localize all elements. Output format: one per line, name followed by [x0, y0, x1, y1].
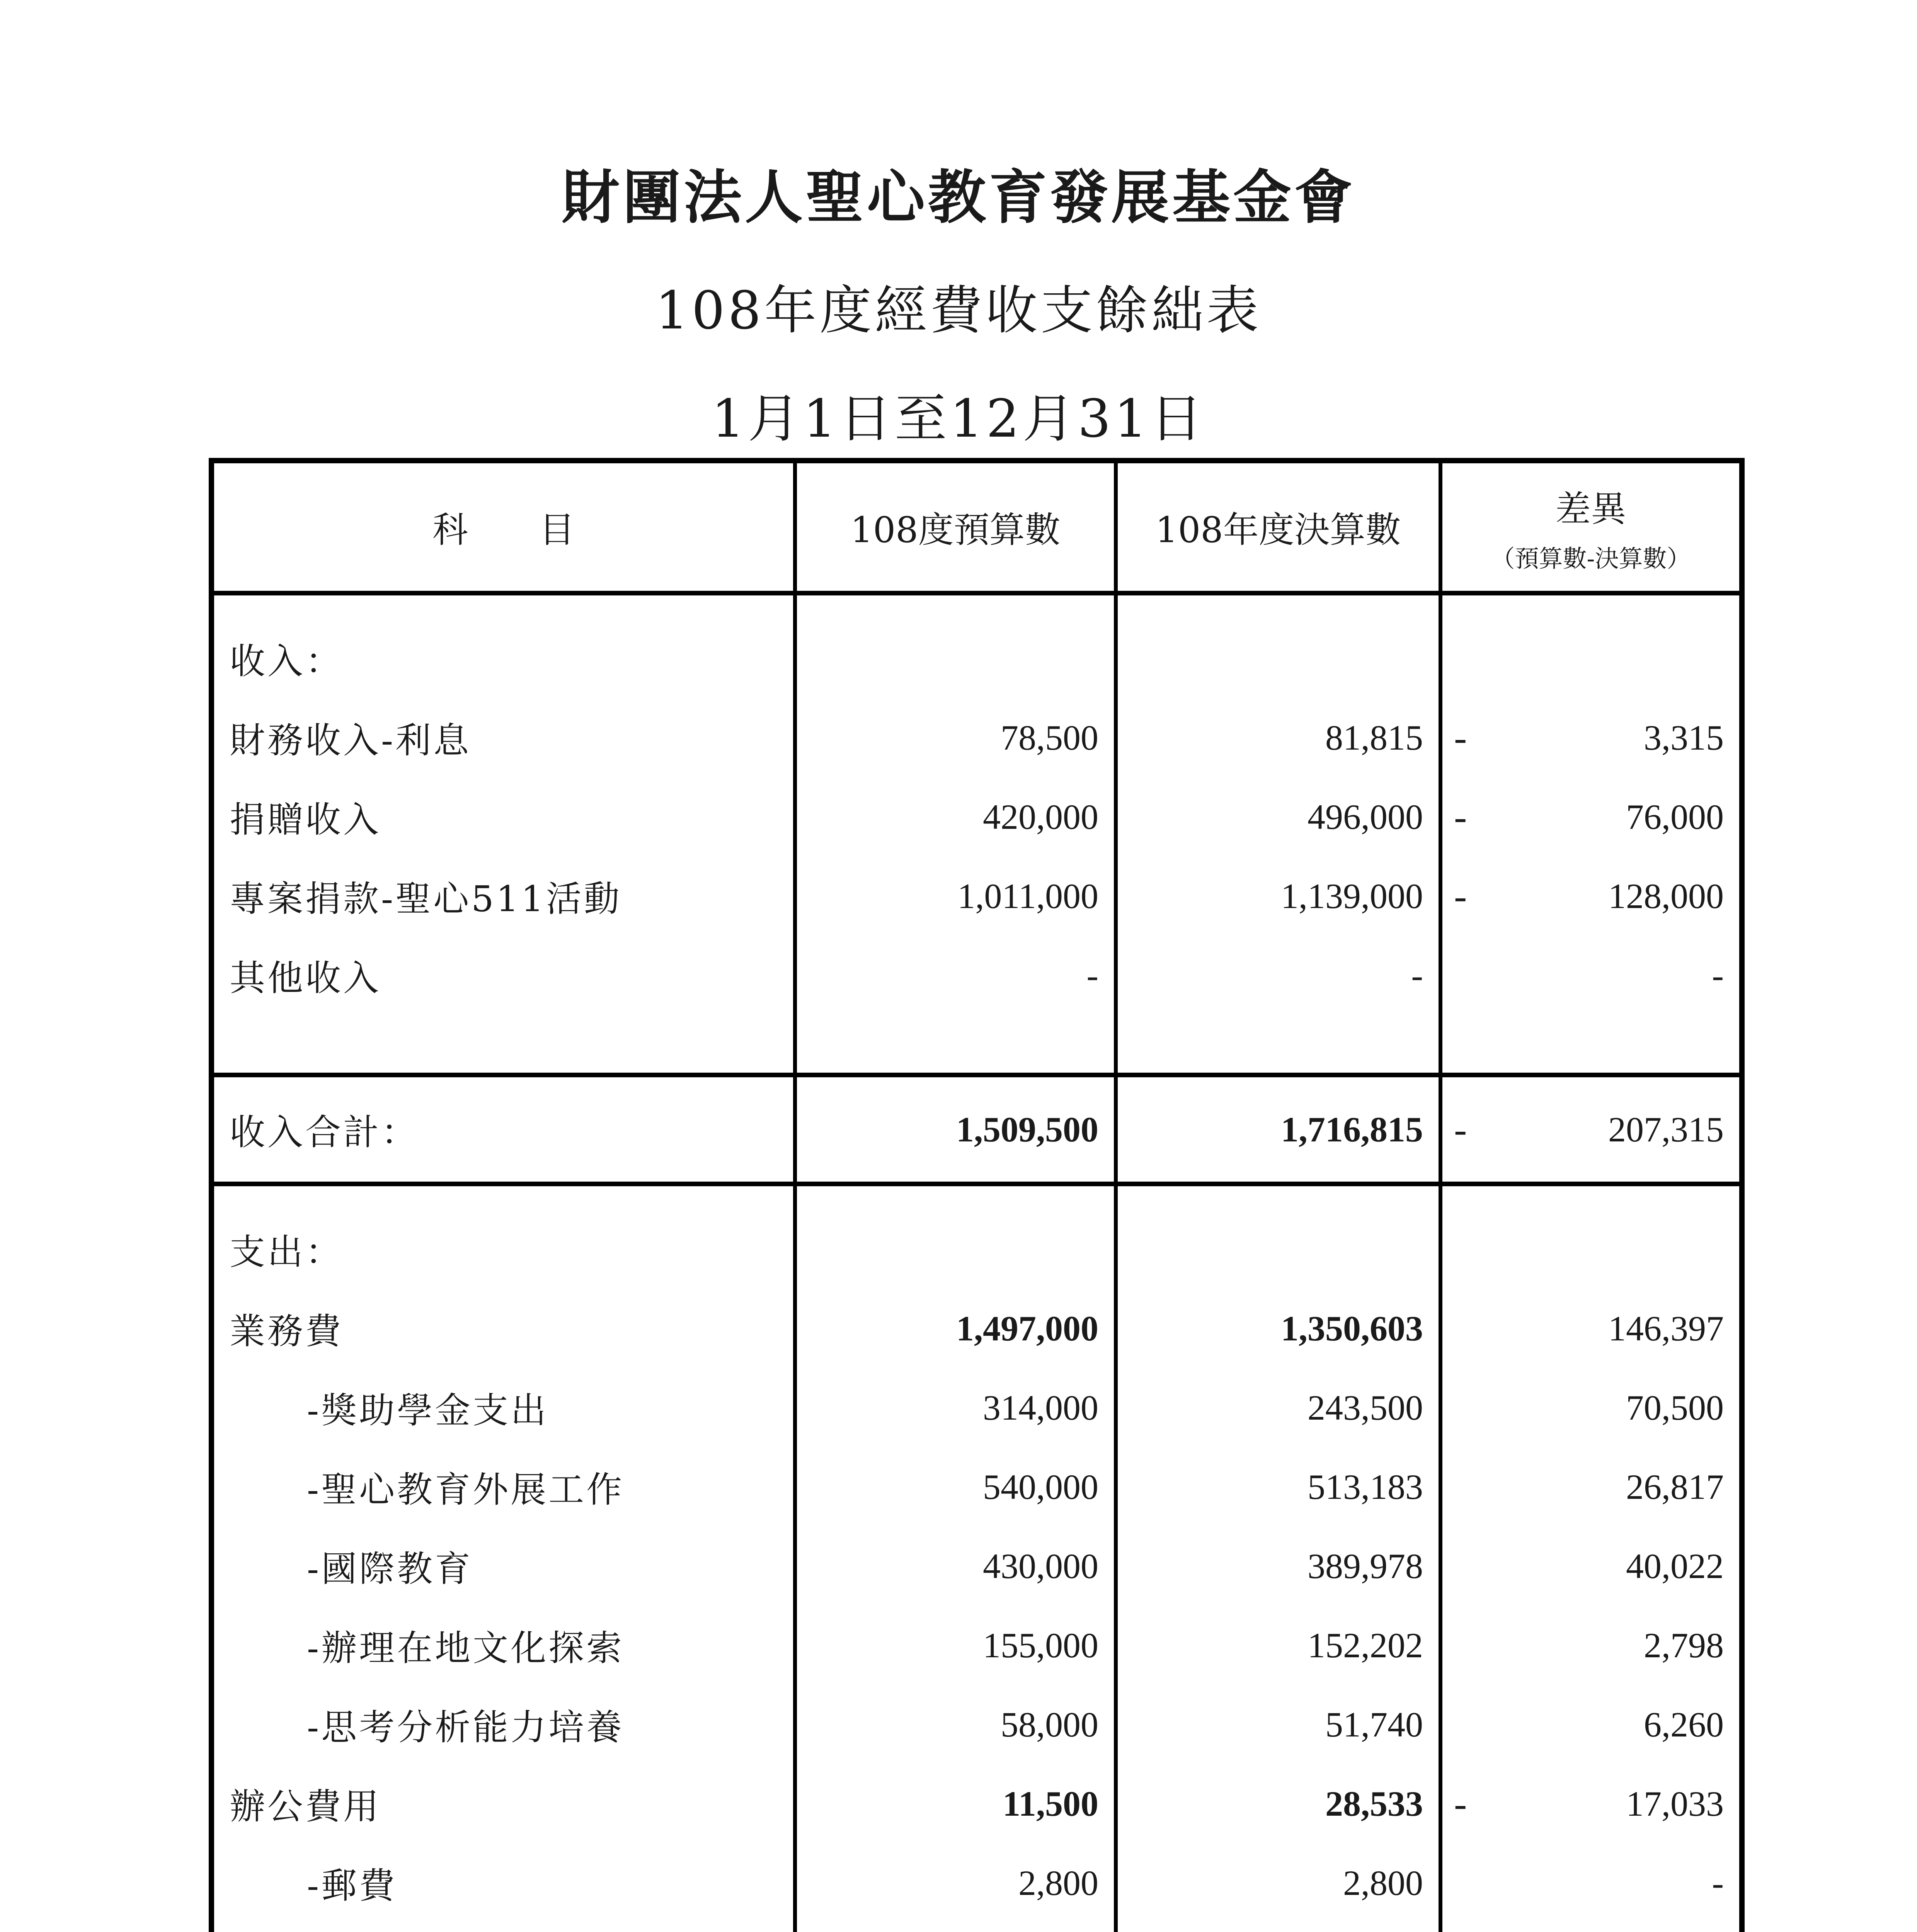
income-total-section — [211, 1075, 1742, 1184]
actual-value: 152,202 — [1116, 1605, 1440, 1685]
row-label: 捐贈收入 — [211, 777, 795, 856]
expense-section-label: 支出： — [211, 1184, 795, 1289]
actual-value: - — [1116, 935, 1440, 1015]
difference-value — [1440, 1922, 1742, 1932]
actual-value: 243,500 — [1116, 1368, 1440, 1447]
actual-value: 1,139,000 — [1116, 856, 1440, 935]
difference-value — [1440, 935, 1742, 1015]
budget-value: 430,000 — [795, 1526, 1116, 1605]
row-label: 財務收入-利息 — [211, 698, 795, 777]
row-label: -聖心教育外展工作 — [211, 1447, 795, 1526]
organization-name: 財團法人聖心教育發展基金會 — [561, 163, 1355, 231]
column-header-actual: 108年度決算數 — [1116, 461, 1440, 593]
budget-value: 1,509,500 — [795, 1075, 1116, 1184]
difference-value — [1440, 1526, 1742, 1605]
row-label: 收入合計： — [211, 1075, 795, 1184]
diff-header-note: （預算數-決算數） — [1491, 544, 1691, 573]
expense-row — [211, 1289, 1742, 1368]
column-header-diff — [1440, 461, 1742, 593]
difference-value — [1440, 698, 1742, 777]
income-row — [211, 698, 1742, 777]
expense-row — [211, 1922, 1742, 1932]
expense-section — [211, 1184, 1742, 1932]
budget-value: 420,000 — [795, 777, 1116, 856]
difference-amount: 2,798 — [1644, 1625, 1724, 1665]
row-label: -國際教育 — [211, 1526, 795, 1605]
difference-value — [1440, 1764, 1742, 1843]
expense-row — [211, 1843, 1742, 1922]
difference-amount: 76,000 — [1626, 797, 1724, 837]
budget-value: - — [795, 935, 1116, 1015]
difference-amount: 70,500 — [1626, 1388, 1724, 1427]
actual-value: 1,716,815 — [1116, 1075, 1440, 1184]
income-section — [211, 593, 1742, 1075]
column-header-subject: 科 目 — [211, 461, 795, 593]
difference-amount: 6,260 — [1644, 1704, 1724, 1744]
income-row — [211, 935, 1742, 1015]
difference-value — [1440, 1843, 1742, 1922]
actual-value: 81,815 — [1116, 698, 1440, 777]
expense-row — [211, 1368, 1742, 1447]
budget-value: 155,000 — [795, 1605, 1116, 1685]
expense-row — [211, 1526, 1742, 1605]
income-expense-table — [209, 458, 1745, 1932]
difference-amount: 3,315 — [1644, 718, 1724, 757]
difference-value — [1440, 1368, 1742, 1447]
expense-row — [211, 1605, 1742, 1685]
row-label: -辦理在地文化探索 — [211, 1605, 795, 1685]
budget-value: 78,500 — [795, 698, 1116, 777]
difference-value — [1440, 777, 1742, 856]
income-section-label: 收入： — [211, 593, 795, 698]
expense-row — [211, 1764, 1742, 1843]
income-total-row — [211, 1075, 1742, 1184]
row-label: 業務費 — [211, 1289, 795, 1368]
row-label: 辦公費用 — [211, 1764, 795, 1843]
budget-value: 58,000 — [795, 1685, 1116, 1764]
actual-value: 2,800 — [1116, 1843, 1440, 1922]
budget-value: 540,000 — [795, 1447, 1116, 1526]
budget-value: 314,000 — [795, 1368, 1116, 1447]
difference-amount: 40,022 — [1626, 1546, 1724, 1586]
difference-value — [1440, 1447, 1742, 1526]
difference-amount: 26,817 — [1626, 1467, 1724, 1507]
difference-amount: - — [1712, 1863, 1724, 1903]
difference-value — [1440, 1289, 1742, 1368]
income-row — [211, 856, 1742, 935]
column-header-budget: 108度預算數 — [795, 461, 1116, 593]
difference-value — [1440, 856, 1742, 935]
spacer-row — [211, 1015, 1742, 1075]
section-label-row — [211, 593, 1742, 698]
actual-value: 28,533 — [1116, 1764, 1440, 1843]
row-label: -思考分析能力培養 — [211, 1685, 795, 1764]
expense-row — [211, 1685, 1742, 1764]
negative-sign: - — [1454, 1108, 1467, 1151]
actual-value: 496,000 — [1116, 777, 1440, 856]
negative-sign: - — [1454, 874, 1467, 917]
negative-sign: - — [1454, 716, 1467, 759]
actual-value: 51,740 — [1116, 1685, 1440, 1764]
budget-value: 1,011,000 — [795, 856, 1116, 935]
row-label: -獎助學金支出 — [211, 1368, 795, 1447]
difference-amount: 207,315 — [1608, 1110, 1724, 1149]
difference-amount: 128,000 — [1608, 876, 1724, 916]
difference-value — [1440, 1605, 1742, 1685]
report-title: 108年度經費收支餘絀表 — [655, 280, 1262, 341]
row-label: 其他收入 — [211, 935, 795, 1015]
negative-sign: - — [1454, 795, 1467, 838]
row-label — [211, 1922, 795, 1932]
expense-row — [211, 1447, 1742, 1526]
section-label-row — [211, 1184, 1742, 1289]
difference-amount: - — [1712, 955, 1724, 995]
actual-value — [1116, 1922, 1440, 1932]
header-row — [211, 461, 1742, 593]
negative-sign: - — [1454, 1782, 1467, 1825]
row-label: 專案捐款-聖心511活動 — [211, 856, 795, 935]
row-label: -郵費 — [211, 1843, 795, 1922]
budget-value: 11,500 — [795, 1764, 1116, 1843]
diff-header-label: 差異 — [1555, 488, 1626, 530]
actual-value: 513,183 — [1116, 1447, 1440, 1526]
actual-value: 389,978 — [1116, 1526, 1440, 1605]
difference-value — [1440, 1685, 1742, 1764]
difference-amount: 17,033 — [1626, 1784, 1724, 1823]
difference-amount: 146,397 — [1608, 1308, 1724, 1348]
income-row — [211, 777, 1742, 856]
budget-value: 2,800 — [795, 1843, 1116, 1922]
budget-value — [795, 1922, 1116, 1932]
difference-value — [1440, 1075, 1742, 1184]
report-period: 1月1日至12月31日 — [711, 388, 1206, 449]
actual-value: 1,350,603 — [1116, 1289, 1440, 1368]
budget-value: 1,497,000 — [795, 1289, 1116, 1368]
